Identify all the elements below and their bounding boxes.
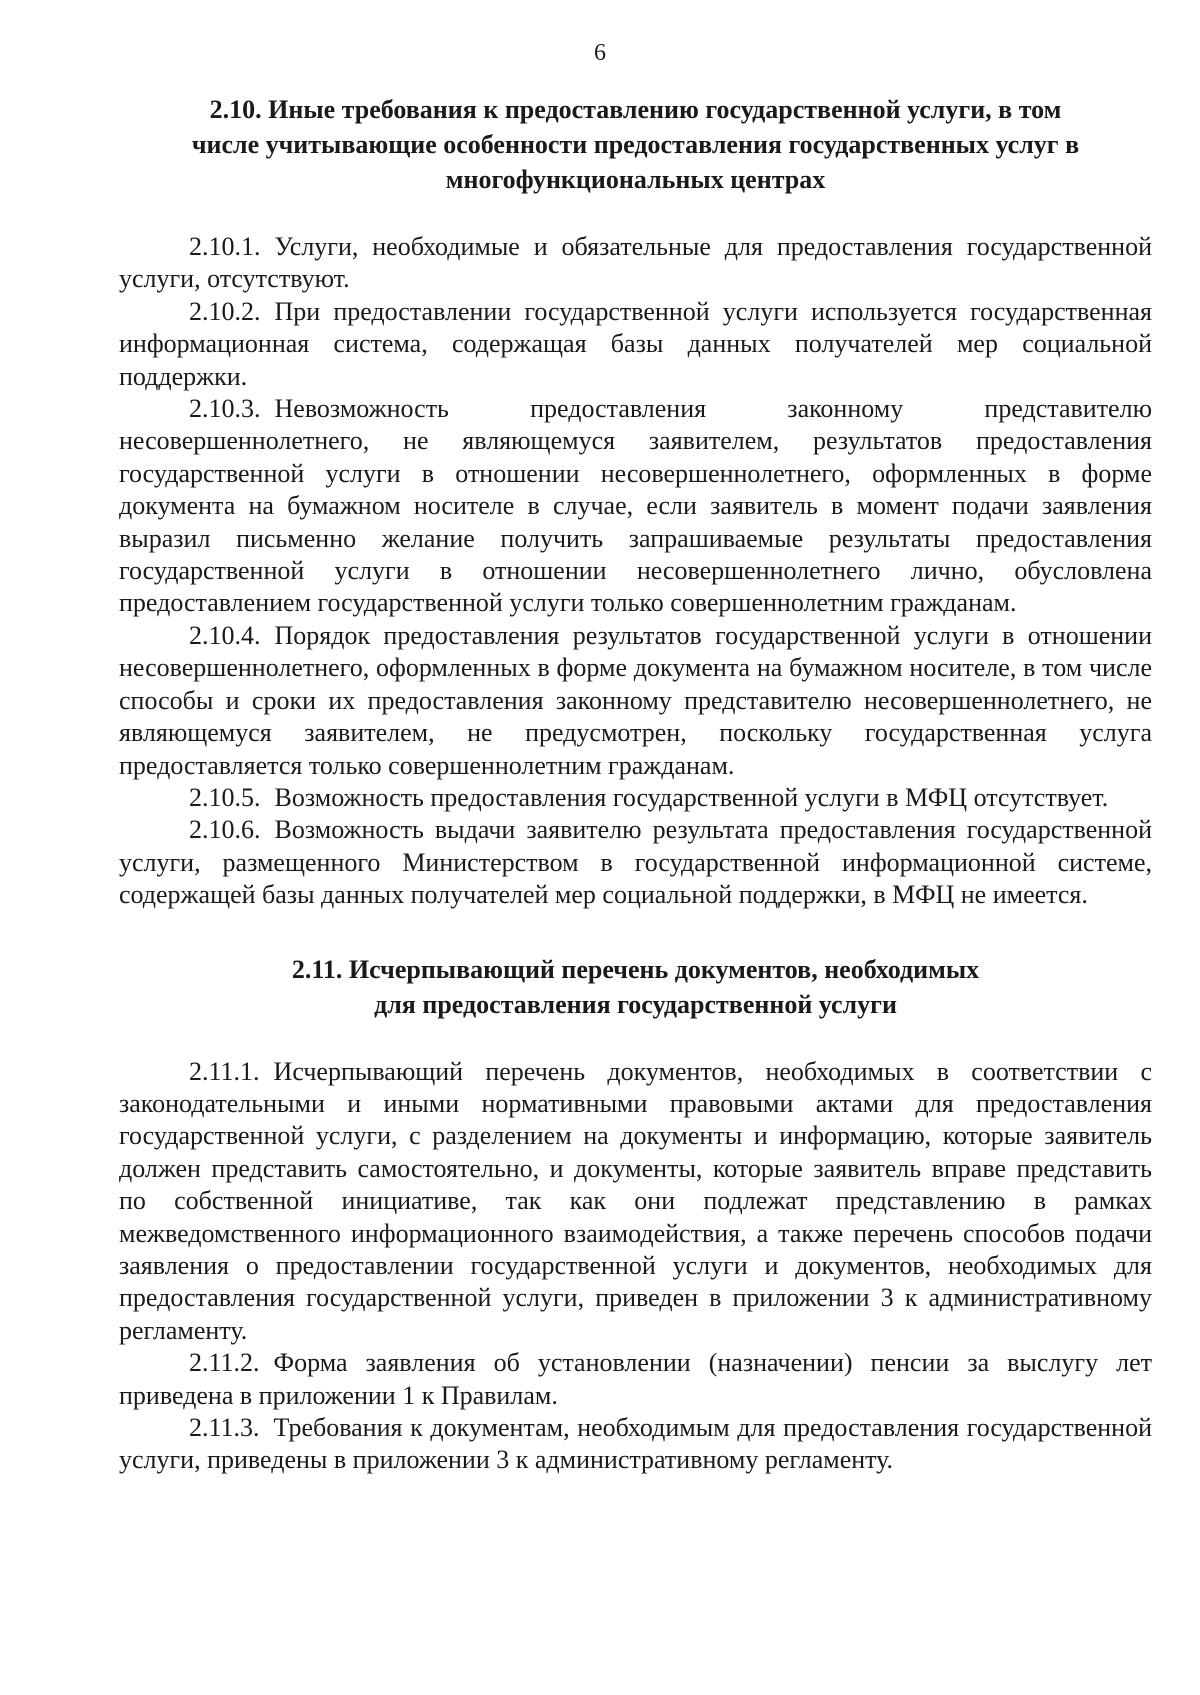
paragraph-number: 2.10.2.	[189, 296, 261, 326]
paragraph-number: 2.11.1.	[189, 1056, 260, 1086]
paragraph-2-11-1	[119, 1056, 1152, 1348]
paragraph-number: 2.10.5.	[189, 782, 261, 812]
paragraph-number: 2.10.4.	[189, 620, 261, 650]
heading-line: многофункциональных центрах	[445, 165, 826, 194]
paragraph-2-10-4	[119, 620, 1152, 782]
paragraph-text: Возможность предоставления государственной услуги в МФЦ отсутствует.	[274, 782, 1109, 812]
section-heading-2-10	[119, 92, 1152, 197]
heading-line: для предоставления государственной услуги	[374, 989, 897, 1019]
paragraph-text: Форма заявления об установлении (назначении) пенсии за выслугу лет приведена в приложении 1 к Правилам.	[119, 1348, 1152, 1410]
paragraph-2-10-5	[119, 782, 1152, 814]
paragraph-text: Услуги, необходимые и обязательные для предоставления государственной услуги, отсутствуют.	[119, 232, 1152, 294]
paragraph-number: 2.10.1.	[189, 232, 261, 261]
paragraph-2-11-3	[119, 1412, 1152, 1477]
heading-line: числе учитывающие особенности предоставления государственных услуг в	[191, 130, 1080, 159]
section-heading-2-11	[119, 952, 1152, 1022]
paragraph-2-10-1	[119, 231, 1152, 296]
paragraph-2-10-3	[119, 393, 1152, 620]
paragraph-2-10-6	[119, 814, 1152, 911]
page-content	[119, 92, 1152, 1477]
paragraph-2-10-2	[119, 296, 1152, 393]
paragraph-text: Исчерпывающий перечень документов, необходимых в соответствии с законодательными и иными нормативными правовыми актами для предоставления государственной услуги, с разделением на документы и информацию, которые заявитель должен представить самостоятельно, и документы, которые заявитель вправе представить по собственной инициативе, так как они подлежат представлению в рамках межведомственного информационного взаимодействия, а также перечень способов подачи заявления о предоставлении государственной услуги и документов, необходимых для предоставления государственной услуги, приведен в приложении 3 к административному регламенту.	[119, 1056, 1152, 1345]
paragraph-text: Порядок предоставления результатов государственной услуги в отношении несовершеннолетнего, оформленных в форме документа на бумажном носителе, в том числе способы и сроки их предоставления законному представителю несовершеннолетнего, не являющемуся заявителем, не предусмотрен, поскольку государственная услуга предоставляется только совершеннолетним гражданам.	[119, 620, 1152, 780]
paragraph-text: Требования к документам, необходимым для предоставления государственной услуги, приведены в приложении 3 к административному регламенту.	[119, 1413, 1152, 1475]
paragraph-number: 2.10.3.	[189, 394, 261, 424]
heading-line: 2.10. Иные требования к предоставлению государственной услуги, в том	[209, 95, 1062, 124]
page-number: 6	[594, 40, 606, 66]
paragraph-number: 2.11.2.	[189, 1348, 260, 1378]
paragraph-2-11-2	[119, 1347, 1152, 1412]
paragraph-text: Невозможность предоставления законному представителю несовершеннолетнего, не являющемуся заявителем, результатов предоставления государственной услуги в отношении несовершеннолетнего, оформленных в форме документа на бумажном носителе в случае, если заявитель в момент подачи заявления выразил письменно желание получить запрашиваемые результаты предоставления государственной услуги в отношении несовершеннолетнего лично, обусловлена предоставлением государственной услуги только совершеннолетним гражданам.	[119, 394, 1152, 618]
paragraph-number: 2.10.6.	[189, 815, 261, 845]
paragraph-number: 2.11.3.	[189, 1413, 260, 1442]
heading-line: 2.11. Исчерпывающий перечень документов, необходимых	[291, 954, 980, 984]
paragraph-text: При предоставлении государственной услуги используется государственная информационная система, содержащая базы данных получателей мер социальной поддержки.	[119, 296, 1152, 391]
paragraph-text: Возможность выдачи заявителю результата предоставления государственной услуги, размещенного Министерством в государственной информационной системе, содержащей базы данных получателей мер социальной поддержки, в МФЦ не имеется.	[119, 815, 1152, 910]
